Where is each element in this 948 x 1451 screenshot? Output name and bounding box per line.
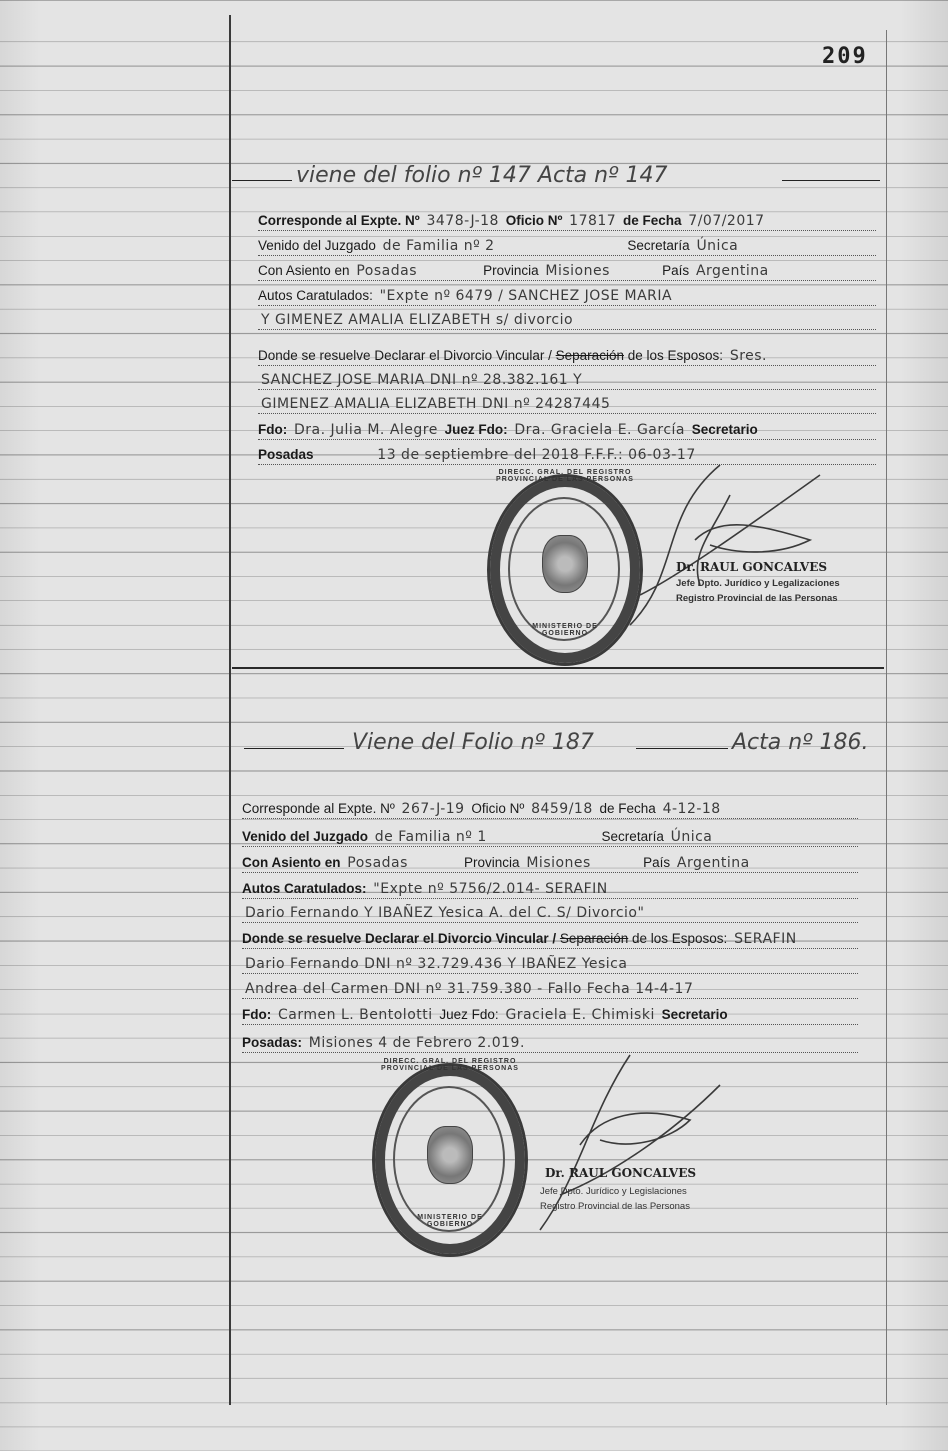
oficio-value: 17817	[569, 213, 617, 229]
oficio-value: 8459/18	[531, 801, 593, 817]
entry2-juzgado-row	[242, 828, 858, 847]
seal-text: DIRECC. GRAL. DEL REGISTRO PROVINCIAL DE LAS PERSONAS	[381, 1058, 519, 1072]
secretario-label: Secretario	[691, 422, 758, 437]
provincia-value: Misiones	[545, 263, 610, 279]
signatory-title-2: Jefe Dpto. Jurídico y Legislaciones	[540, 1186, 687, 1197]
entry1-resuelve-row	[258, 347, 876, 366]
entry2-heading-left: Viene del Folio nº 187	[352, 730, 594, 755]
resuelve-tail: de los Esposos:	[627, 348, 724, 363]
juzgado-value: de Familia nº 2	[382, 238, 495, 254]
signatory-office: Registro Provincial de las Personas	[676, 593, 838, 604]
expte-value: 267-J-19	[401, 801, 465, 817]
coat-of-arms-icon	[427, 1126, 473, 1184]
entry1-expte-row	[258, 212, 876, 231]
heading2-rule-left	[244, 748, 344, 749]
entry1-esposo-row-1	[258, 371, 876, 390]
margin-line	[229, 15, 231, 1405]
fdo-value: Carmen L. Bentolotti	[278, 1007, 433, 1023]
asiento-value: Posadas	[347, 855, 408, 871]
entry2-fdo-row	[242, 1006, 858, 1025]
fdo-label: Fdo:	[242, 1007, 272, 1022]
official-seal-2	[372, 1058, 528, 1257]
signatory-office-2: Registro Provincial de las Personas	[540, 1201, 690, 1212]
signatory-name-2: Dr. RAUL GONCALVES	[545, 1166, 697, 1180]
entry1-juzgado-row	[258, 237, 876, 256]
signature	[600, 455, 830, 635]
entry2-resuelve-row	[242, 930, 858, 949]
esposo-2: GIMENEZ AMALIA ELIZABETH DNI nº 24287445	[261, 396, 611, 412]
provincia-label: Provincia	[483, 263, 539, 278]
entry2-esposo-row-1	[242, 955, 858, 974]
expte-label: Corresponde al Expte. Nº	[242, 801, 395, 816]
provincia-value: Misiones	[526, 855, 591, 871]
pais-label: País	[662, 263, 690, 278]
entry2-esposo-row-2	[242, 980, 858, 999]
juez-value: Graciela E. Chimiski	[505, 1007, 655, 1023]
secretaria-label: Secretaría	[627, 238, 690, 253]
autos-value-1: "Expte nº 6479 / SANCHEZ JOSE MARIA	[379, 288, 673, 304]
fdo-value: Dra. Julia M. Alegre	[294, 422, 438, 438]
autos-value-2: Dario Fernando Y IBAÑEZ Yesica A. del C. S/ Divorcio"	[245, 905, 645, 921]
signatory-name: Dr. RAUL GONCALVES	[676, 560, 828, 574]
secretaria-value: Única	[670, 829, 713, 845]
posadas-label: Posadas	[258, 447, 314, 462]
fecha-value: 4-12-18	[662, 801, 721, 817]
separacion-struck: Separación	[559, 931, 629, 946]
fdo-label: Fdo:	[258, 422, 288, 437]
entry2-autos-row	[242, 880, 858, 899]
oficio-label: Oficio Nº	[471, 801, 525, 816]
resuelve-label: Donde se resuelve Declarar el Divorcio Vincular /	[258, 348, 552, 363]
heading-rule-left	[232, 180, 292, 181]
entry1-autos-row	[258, 287, 876, 306]
entry1-fdo-row	[258, 421, 876, 440]
juez-value: Dra. Graciela E. García	[514, 422, 685, 438]
autos-label: Autos Caratulados:	[242, 881, 367, 896]
pais-label: País	[643, 855, 671, 870]
oficio-label: Oficio Nº	[505, 213, 563, 228]
juzgado-label: Venido del Juzgado	[242, 829, 369, 844]
resuelve-value: SERAFIN	[734, 931, 797, 947]
asiento-label: Con Asiento en	[242, 855, 341, 870]
expte-label: Corresponde al Expte. Nº	[258, 213, 420, 228]
secretario-label: Secretario	[661, 1007, 728, 1022]
page-number: 209	[822, 44, 868, 69]
posadas-value: Misiones 4 de Febrero 2.019.	[308, 1035, 525, 1051]
entry-divider	[232, 667, 884, 669]
pais-value: Argentina	[695, 263, 769, 279]
fecha-value: 7/07/2017	[688, 213, 765, 229]
heading2-rule-mid	[636, 748, 728, 749]
entry2-expte-row	[242, 800, 858, 819]
autos-value-2: Y GIMENEZ AMALIA ELIZABETH s/ divorcio	[261, 312, 574, 328]
seal-center-text: MINISTERIO DE GOBIERNO	[417, 1214, 483, 1228]
asiento-label: Con Asiento en	[258, 263, 350, 278]
entry1-autos-row-2	[258, 311, 876, 330]
entry1-esposo-row-2	[258, 395, 876, 414]
posadas-value: 13 de septiembre del 2018 F.F.F.: 06-03-17	[377, 447, 696, 463]
fecha-label: de Fecha	[599, 801, 656, 816]
juez-label: Juez Fdo:	[444, 422, 508, 437]
seal-center-text: MINISTERIO DE GOBIERNO	[532, 623, 598, 637]
seal-text: DIRECC. GRAL. DEL REGISTRO PROVINCIAL DE LAS PERSONAS	[496, 469, 634, 483]
autos-value-1: "Expte nº 5756/2.014- SERAFIN	[373, 881, 608, 897]
expte-value: 3478-J-18	[426, 213, 499, 229]
right-margin-line	[886, 30, 887, 1405]
resuelve-tail: de los Esposos:	[632, 931, 728, 946]
coat-of-arms-icon	[542, 535, 588, 593]
esposo-1: Dario Fernando DNI nº 32.729.436 Y IBAÑEZ Yesica	[245, 956, 628, 972]
autos-label: Autos Caratulados:	[258, 288, 373, 303]
pais-value: Argentina	[676, 855, 750, 871]
entry1-asiento-row	[258, 262, 876, 281]
juzgado-value: de Familia nº 1	[374, 829, 487, 845]
secretaria-label: Secretaría	[601, 829, 664, 844]
entry2-heading-right: Acta nº 186.	[732, 730, 869, 755]
entry1-heading: viene del folio nº 147 Acta nº 147	[296, 163, 668, 188]
esposo-1: SANCHEZ JOSE MARIA DNI nº 28.382.161 Y	[261, 372, 583, 388]
secretaria-value: Única	[696, 238, 739, 254]
signatory-title: Jefe Dpto. Jurídico y Legalizaciones	[676, 578, 840, 589]
posadas-label: Posadas:	[242, 1035, 303, 1050]
entry2-autos-row-2	[242, 904, 858, 923]
juzgado-label: Venido del Juzgado	[258, 238, 376, 253]
provincia-label: Provincia	[464, 855, 520, 870]
asiento-value: Posadas	[356, 263, 417, 279]
fecha-label: de Fecha	[622, 213, 682, 228]
heading-rule-right	[782, 180, 880, 181]
juez-label: Juez Fdo:	[439, 1007, 499, 1022]
resuelve-value: Sres.	[729, 348, 768, 364]
separacion-struck: Separación	[555, 348, 624, 363]
entry2-asiento-row	[242, 854, 858, 873]
esposo-2: Andrea del Carmen DNI nº 31.759.380 - Fallo Fecha 14-4-17	[245, 981, 694, 997]
resuelve-label: Donde se resuelve Declarar el Divorcio Vincular /	[242, 931, 557, 946]
